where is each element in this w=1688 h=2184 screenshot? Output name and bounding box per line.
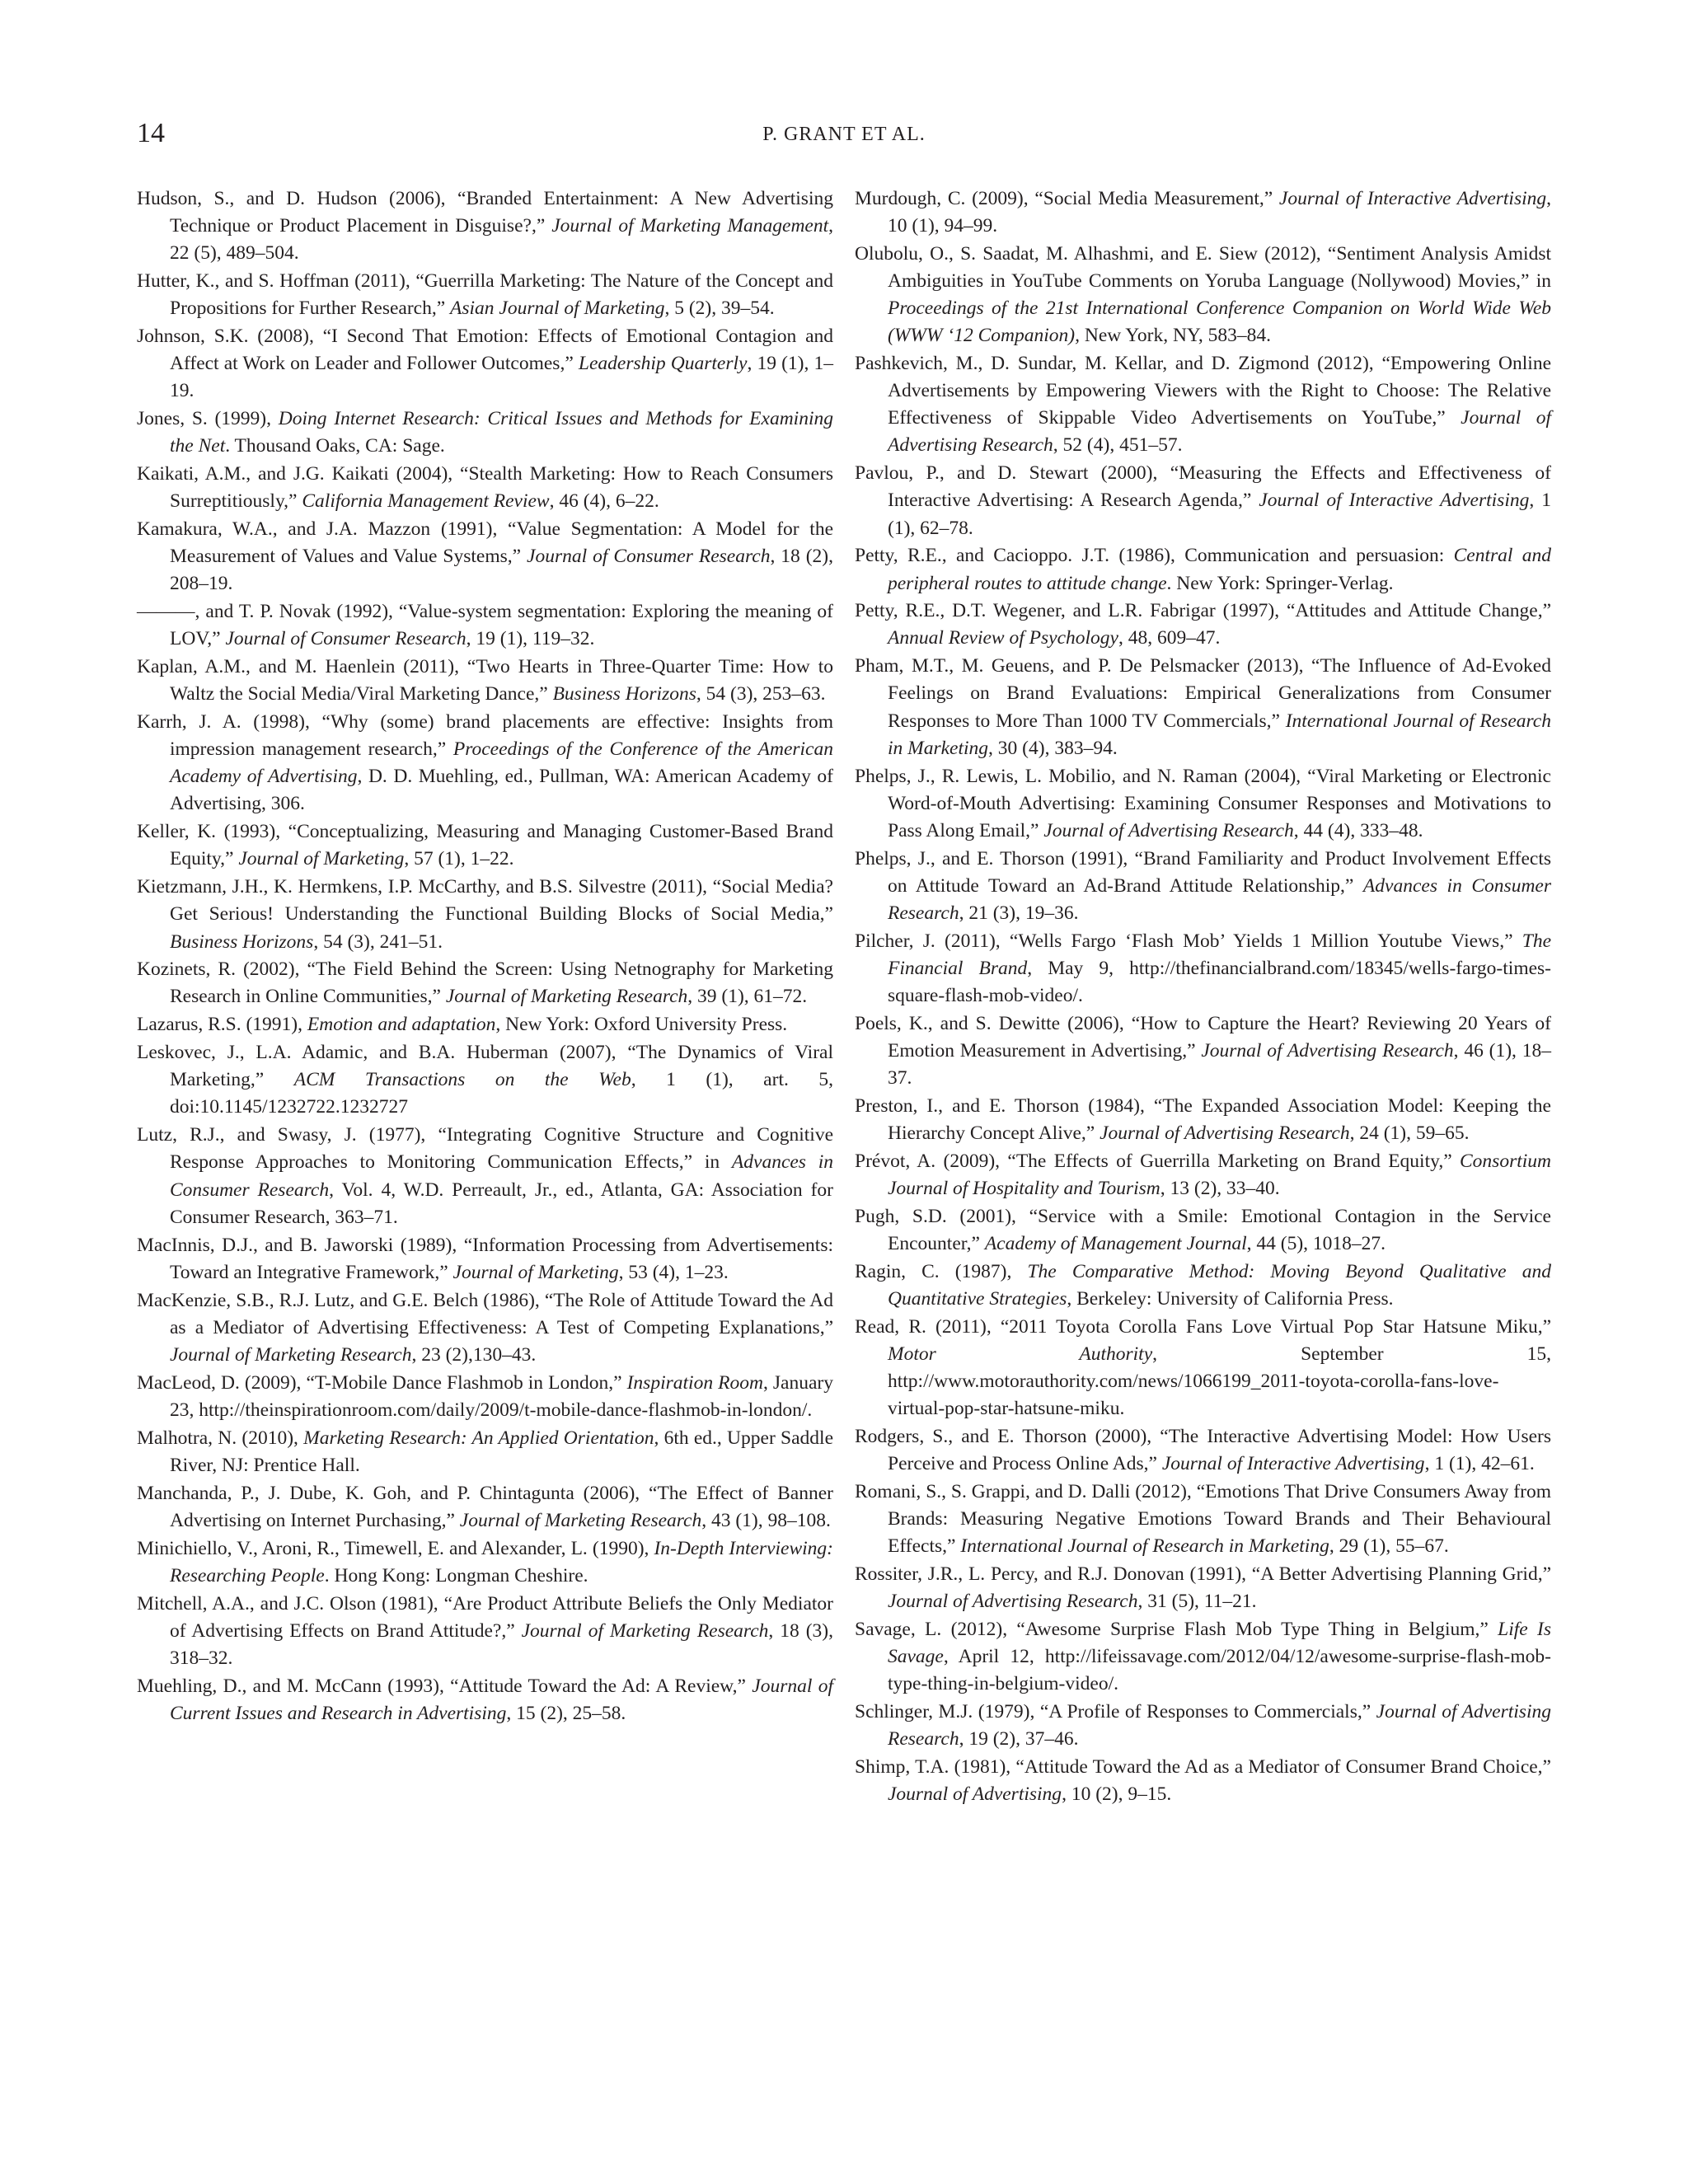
reference-entry <box>137 1232 833 1286</box>
reference-text: Kamakura, W.A., and J.A. Mazzon (1991), “Value Segmentation: A Model for the Measurement of Values and Value Systems,” <box>137 518 833 568</box>
reference-entry <box>137 1673 833 1727</box>
reference-text: . Thousand Oaks, CA: Sage. <box>225 435 445 457</box>
reference-text: , 44 (4), 333–48. <box>1293 819 1423 841</box>
reference-source: Asian Journal of Marketing <box>450 298 665 320</box>
reference-text: , September 15, http://www.motorauthority.com/news/1066199_2011-toyota-corolla-fans-love-virtual-pop-star-hatsune-miku. <box>888 1343 1552 1420</box>
reference-text: , 53 (4), 1–23. <box>618 1261 729 1283</box>
reference-entry <box>137 654 833 708</box>
reference-text: . Hong Kong: Longman Cheshire. <box>324 1564 588 1586</box>
references-column-right <box>855 185 1551 1809</box>
reference-text: Kaplan, A.M., and M. Haenlein (2011), “Two Hearts in Three-Quarter Time: How to Waltz the Social Media/Viral Marketing Dance,” <box>137 656 833 705</box>
reference-source: Journal of Advertising Research <box>888 407 1551 457</box>
reference-source: Life Is Savage <box>888 1619 1552 1668</box>
reference-text: Lazarus, R.S. (1991), <box>137 1014 307 1036</box>
reference-text: Savage, L. (2012), “Awesome Surprise Flash Mob Type Thing in Belgium,” <box>855 1619 1498 1641</box>
reference-source: Journal of Consumer Research <box>225 628 467 650</box>
reference-text: Minichiello, V., Aroni, R., Timewell, E. and Alexander, L. (1990), <box>137 1537 654 1559</box>
reference-text: Kaikati, A.M., and J.G. Kaikati (2004), “Stealth Marketing: How to Reach Consumers Surreptitiously,” <box>137 463 833 513</box>
reference-text: , D. D. Muehling, ed., Pullman, WA: American Academy of Advertising, 306. <box>170 766 833 815</box>
reference-source: ACM Transactions on the Web <box>293 1069 631 1091</box>
reference-text: , 43 (1), 98–108. <box>701 1509 831 1531</box>
reference-text: Hutter, K., and S. Hoffman (2011), “Guerrilla Marketing: The Nature of the Concept and Propositions for Further Research,” <box>137 270 833 320</box>
reference-source: Journal of Marketing Research <box>170 1343 412 1366</box>
reference-text: Johnson, S.K. (2008), “I Second That Emotion: Effects of Emotional Contagion and Affect at Work on Leader and Follower Outcomes,” <box>137 326 833 375</box>
reference-text: Keller, K. (1993), “Conceptualizing, Measuring and Managing Customer-Based Brand Equity,” <box>137 821 833 870</box>
reference-entry <box>855 1010 1551 1092</box>
reference-source: The Comparative Method: Moving Beyond Qualitative and Quantitative Strategies <box>888 1260 1551 1310</box>
reference-source: Journal of Advertising Research <box>1201 1039 1454 1062</box>
reference-source: The Financial Brand <box>888 930 1551 979</box>
references-column-left <box>137 185 833 1728</box>
reference-source: Journal of Marketing Research <box>445 986 688 1008</box>
reference-entry <box>855 542 1551 597</box>
reference-text: , New York: Oxford University Press. <box>495 1014 788 1036</box>
reference-text: , 31 (5), 11–21. <box>1137 1591 1257 1613</box>
reference-entry <box>855 846 1551 927</box>
reference-text: . New York: Springer-Verlag. <box>1166 572 1394 594</box>
reference-text: Rodgers, S., and E. Thorson (2000), “The Interactive Advertising Model: How Users Perceive and Process Online Ads,” <box>855 1425 1551 1475</box>
reference-entry <box>855 460 1551 541</box>
reference-text: Murdough, C. (2009), “Social Media Measurement,” <box>855 188 1279 209</box>
reference-text: , 52 (4), 451–57. <box>1053 434 1183 457</box>
reference-text: , 19 (2), 37–46. <box>959 1728 1079 1750</box>
reference-text: Kietzmann, J.H., K. Hermkens, I.P. McCarthy, and B.S. Silvestre (2011), “Social Media? Get Serious! Understanding the Functional Building Blocks of Social Media,” <box>137 876 833 926</box>
reference-text: Muehling, D., and M. McCann (1993), “Attitude Toward the Ad: A Review,” <box>137 1675 753 1697</box>
reference-entry <box>855 1479 1551 1560</box>
reference-text: Pugh, S.D. (2001), “Service with a Smile: Emotional Contagion in the Service Encounter,” <box>855 1205 1551 1254</box>
reference-text: Rossiter, J.R., L. Percy, and R.J. Donovan (1991), “A Better Advertising Planning Grid,” <box>855 1563 1551 1586</box>
reference-entry <box>137 1480 833 1535</box>
reference-entry <box>137 1535 833 1590</box>
reference-source: International Journal of Research in Marketing <box>888 710 1551 759</box>
reference-text: Leskovec, J., L.A. Adamic, and B.A. Huberman (2007), “The Dynamics of Viral Marketing,” <box>137 1042 833 1091</box>
reference-text: , 54 (3), 241–51. <box>313 930 443 953</box>
reference-text: , 44 (5), 1018–27. <box>1246 1232 1386 1254</box>
reference-entry <box>137 1011 833 1038</box>
reference-text: Petty, R.E., and Cacioppo. J.T. (1986), Communication and persuasion: <box>855 545 1454 567</box>
reference-source: Journal of Advertising Research <box>888 1701 1551 1750</box>
running-head: P. GRANT ET AL. <box>762 124 926 145</box>
reference-entry <box>137 818 833 873</box>
reference-text: New York, NY, 583–84. <box>1080 325 1271 347</box>
reference-entry <box>137 709 833 818</box>
reference-text: , 1 (1), 42–61. <box>1424 1453 1535 1475</box>
reference-text: , 5 (2), 39–54. <box>664 298 775 320</box>
reference-text: Pashkevich, M., D. Sundar, M. Kellar, and D. Zigmond (2012), “Empowering Online Advertisements by Empowering Viewers with the Right to Choose: The Relative Effectiveness of Skippable Video Advertisements on YouTube,” <box>855 353 1551 429</box>
reference-text: , 30 (4), 383–94. <box>988 737 1118 759</box>
reference-source: Marketing Research: An Applied Orientation <box>303 1427 654 1449</box>
reference-text: Pavlou, P., and D. Stewart (2000), “Measuring the Effects and Effectiveness of Interactive Advertising: A Research Agenda,” <box>855 462 1551 512</box>
reference-text: Prévot, A. (2009), “The Effects of Guerrilla Marketing on Brand Equity,” <box>855 1150 1460 1172</box>
reference-entry <box>855 1203 1551 1258</box>
reference-text: Ragin, C. (1987), <box>855 1260 1028 1282</box>
reference-source: Doing Internet Research: Critical Issues and Methods for Examining the Net <box>170 408 833 457</box>
reference-entry <box>855 1314 1551 1422</box>
reference-source: Journal of Interactive Advertising <box>1278 188 1547 209</box>
reference-source: Journal of Marketing <box>238 848 405 870</box>
reference-text: , Vol. 4, W.D. Perreault, Jr., ed., Atlanta, GA: Association for Consumer Research, 363–71. <box>170 1179 833 1228</box>
reference-text: , 23 (2),130–43. <box>411 1343 537 1366</box>
reference-text: , 19 (1), 119–32. <box>466 628 595 650</box>
reference-entry <box>855 928 1551 1010</box>
reference-text: , 22 (5), 489–504. <box>170 215 834 265</box>
reference-text: , April 12, http://lifeissavage.com/2012/04/12/awesome-surprise-flash-mob-type-thing-in-belgium-video/. <box>888 1646 1551 1695</box>
reference-source: Journal of Interactive Advertising <box>1259 490 1530 512</box>
reference-entry <box>137 1370 833 1424</box>
reference-entry <box>855 598 1551 652</box>
reference-source: Business Horizons <box>552 683 696 705</box>
reference-text: Read, R. (2011), “2011 Toyota Corolla Fans Love Virtual Pop Star Hatsune Miku,” <box>855 1315 1551 1338</box>
reference-entry <box>855 1754 1551 1808</box>
reference-text: Petty, R.E., D.T. Wegener, and L.R. Fabrigar (1997), “Attitudes and Attitude Change,” <box>855 600 1551 622</box>
reference-text: Olubolu, O., S. Saadat, M. Alhashmi, and E. Siew (2012), “Sentiment Analysis Amidst Ambiguities in YouTube Comments on Yoruba Language (Nollywood) Movies,” in <box>855 242 1551 293</box>
reference-entry <box>137 1122 833 1230</box>
reference-entry <box>137 1039 833 1121</box>
reference-source: Leadership Quarterly <box>578 353 748 375</box>
page-number: 14 <box>137 118 165 148</box>
reference-source: Emotion and adaptation <box>307 1014 496 1036</box>
reference-entry <box>855 241 1551 349</box>
reference-source: Journal of Consumer Research <box>527 546 771 568</box>
reference-text: , 18 (2), 208–19. <box>170 546 833 595</box>
reference-entry <box>855 350 1551 459</box>
reference-source: Business Horizons <box>170 930 314 953</box>
reference-text: , Berkeley: University of California Press. <box>1067 1287 1394 1310</box>
reference-text: Mitchell, A.A., and J.C. Olson (1981), “Are Product Attribute Beliefs the Only Mediator of Advertising Effects on Brand Attitude?,” <box>137 1592 833 1642</box>
reference-text: , 48, 609–47. <box>1118 627 1221 649</box>
reference-text: Poels, K., and S. Dewitte (2006), “How to Capture the Heart? Reviewing 20 Years of Emotion Measurement in Advertising,” <box>855 1012 1551 1062</box>
reference-source: Academy of Management Journal <box>984 1232 1247 1254</box>
reference-text: , 29 (1), 55–67. <box>1329 1535 1449 1558</box>
reference-source: Journal of Interactive Advertising <box>1161 1453 1425 1475</box>
reference-entry <box>137 598 833 653</box>
reference-text: , January 23, http://theinspirationroom.com/daily/2009/t-mobile-dance-flashmob-in-london/. <box>170 1371 833 1421</box>
reference-source: Advances in Consumer Research <box>888 874 1552 924</box>
reference-text: MacInnis, D.J., and B. Jaworski (1989), “Information Processing from Advertisements: Toward an Integrative Framework,” <box>137 1234 833 1283</box>
reference-entry <box>137 185 833 267</box>
reference-text: , 10 (2), 9–15. <box>1062 1783 1172 1806</box>
reference-text: , 24 (1), 59–65. <box>1349 1122 1470 1144</box>
reference-entry <box>137 1425 833 1479</box>
reference-text: , 39 (1), 61–72. <box>687 986 808 1008</box>
reference-text: , 1 (1), 62–78. <box>888 490 1551 539</box>
reference-source: Journal of Marketing Research <box>521 1619 769 1642</box>
reference-source: Proceedings of the 21st International Conference Companion on World Wide Web (WWW ‘12 Companion), <box>888 298 1551 347</box>
reference-entry <box>855 1699 1551 1753</box>
reference-source: California Management Review <box>302 490 550 513</box>
reference-entry <box>137 405 833 460</box>
reference-text: Karrh, J. A. (1998), “Why (some) brand placements are effective: Insights from impression management research,” <box>137 711 833 761</box>
reference-text: Phelps, J., R. Lewis, L. Mobilio, and N. Raman (2004), “Viral Marketing or Electronic Word-of-Mouth Advertising: Examining Consumer Responses and Motivations to Pass Along Email,” <box>855 765 1551 841</box>
reference-text: , 54 (3), 253–63. <box>696 683 826 705</box>
reference-text: MacLeod, D. (2009), “T-Mobile Dance Flashmob in London,” <box>137 1371 627 1394</box>
reference-entry <box>137 461 833 515</box>
reference-text: , 13 (2), 33–40. <box>1160 1177 1280 1199</box>
reference-text: ———, and T. P. Novak (1992), “Value-system segmentation: Exploring the meaning of LOV,” <box>137 601 833 650</box>
reference-entry <box>855 1561 1551 1615</box>
reference-source: Journal of Marketing Research <box>459 1509 702 1531</box>
reference-source: Journal of Advertising Research <box>1043 819 1294 841</box>
reference-source: Consortium Journal of Hospitality and Tourism <box>888 1150 1551 1199</box>
reference-text: , 18 (3), 318–32. <box>170 1619 833 1669</box>
reference-entry <box>855 763 1551 845</box>
reference-source: Journal of Marketing Management <box>551 215 829 237</box>
reference-text: Pham, M.T., M. Geuens, and P. De Pelsmacker (2013), “The Influence of Ad-Evoked Feelings on Brand Evaluations: Empirical Generalizations from Consumer Responses to More Than 1000 TV Commercials,” <box>855 655 1551 732</box>
reference-source: Journal of Advertising <box>888 1783 1062 1806</box>
reference-text: Preston, I., and E. Thorson (1984), “The Expanded Association Model: Keeping the Hierarchy Concept Alive,” <box>855 1094 1551 1144</box>
reference-text: Kozinets, R. (2002), “The Field Behind the Screen: Using Netnography for Marketing Research in Online Communities,” <box>137 958 833 1008</box>
reference-text: Lutz, R.J., and Swasy, J. (1977), “Integrating Cognitive Structure and Cognitive Response Approaches to Monitoring Communication Effects,” in <box>137 1124 833 1174</box>
reference-source: Advances in Consumer Research <box>170 1151 833 1201</box>
reference-entry <box>855 185 1551 240</box>
reference-text: Phelps, J., and E. Thorson (1991), “Brand Familiarity and Product Involvement Effects on Attitude Toward an Ad-Brand Attitude Relationship,” <box>855 847 1551 897</box>
reference-entry <box>137 1591 833 1672</box>
reference-source: Journal of Advertising Research <box>1100 1122 1350 1144</box>
reference-entry <box>855 1258 1551 1313</box>
reference-source: International Journal of Research in Marketing <box>960 1535 1329 1558</box>
reference-source: Annual Review of Psychology <box>888 627 1118 649</box>
reference-entry <box>855 653 1551 762</box>
reference-source: Inspiration Room <box>626 1371 763 1394</box>
reference-text: , 21 (3), 19–36. <box>959 902 1079 924</box>
reference-entry <box>137 323 833 405</box>
reference-source: In-Depth Interviewing: Researching People <box>170 1537 833 1586</box>
reference-text: Pilcher, J. (2011), “Wells Fargo ‘Flash Mob’ Yields 1 Million Youtube Views,” <box>855 930 1522 952</box>
reference-text: , 57 (1), 1–22. <box>404 848 514 870</box>
reference-text: Manchanda, P., J. Dube, K. Goh, and P. Chintagunta (2006), “The Effect of Banner Advertising on Internet Purchasing,” <box>137 1482 833 1531</box>
reference-source: Journal of Marketing <box>452 1261 619 1283</box>
reference-text: , 6th ed., Upper Saddle River, NJ: Prentice Hall. <box>170 1427 834 1476</box>
reference-entry <box>137 516 833 598</box>
reference-text: Hudson, S., and D. Hudson (2006), “Branded Entertainment: A New Advertising Technique or Product Placement in Disguise?,” <box>137 188 833 237</box>
reference-source: Central and peripheral routes to attitude change <box>888 545 1552 594</box>
reference-entry <box>137 1287 833 1369</box>
reference-entry <box>137 956 833 1010</box>
reference-entry <box>137 268 833 322</box>
reference-text: , 15 (2), 25–58. <box>506 1702 626 1724</box>
reference-text: , 46 (1), 18–37. <box>888 1039 1551 1089</box>
reference-text: Romani, S., S. Grappi, and D. Dalli (2012), “Emotions That Drive Consumers Away from Brands: Measuring Negative Emotions Toward Brands and Their Behavioural Effects,” <box>855 1480 1551 1558</box>
reference-text: Schlinger, M.J. (1979), “A Profile of Responses to Commercials,” <box>855 1701 1376 1723</box>
reference-text: , 1 (1), art. 5, doi:10.1145/1232722.1232727 <box>170 1069 833 1118</box>
reference-entry <box>855 1148 1551 1202</box>
reference-source: Motor Authority <box>888 1343 1153 1365</box>
reference-text: Jones, S. (1999), <box>137 408 279 430</box>
reference-text: , 46 (4), 6–22. <box>549 490 659 513</box>
reference-source: Journal of Advertising Research <box>888 1591 1138 1613</box>
reference-source: Journal of Current Issues and Research in Advertising <box>170 1675 833 1724</box>
reference-entry <box>855 1616 1551 1698</box>
reference-text: , May 9, http://thefinancialbrand.com/18345/wells-fargo-times-square-flash-mob-video/. <box>888 957 1551 1006</box>
reference-entry <box>137 874 833 955</box>
reference-text: MacKenzie, S.B., R.J. Lutz, and G.E. Belch (1986), “The Role of Attitude Toward the Ad as a Mediator of Advertising Effectiveness: A Test of Competing Explanations,” <box>137 1289 833 1338</box>
reference-text: , 10 (1), 94–99. <box>888 188 1551 237</box>
reference-source: Proceedings of the Conference of the American Academy of Advertising <box>170 738 833 788</box>
reference-text: Malhotra, N. (2010), <box>137 1427 304 1449</box>
reference-text: , 19 (1), 1–19. <box>170 353 833 402</box>
reference-entry <box>855 1423 1551 1478</box>
reference-entry <box>855 1093 1551 1147</box>
reference-text: Shimp, T.A. (1981), “Attitude Toward the Ad as a Mediator of Consumer Brand Choice,” <box>855 1756 1551 1779</box>
